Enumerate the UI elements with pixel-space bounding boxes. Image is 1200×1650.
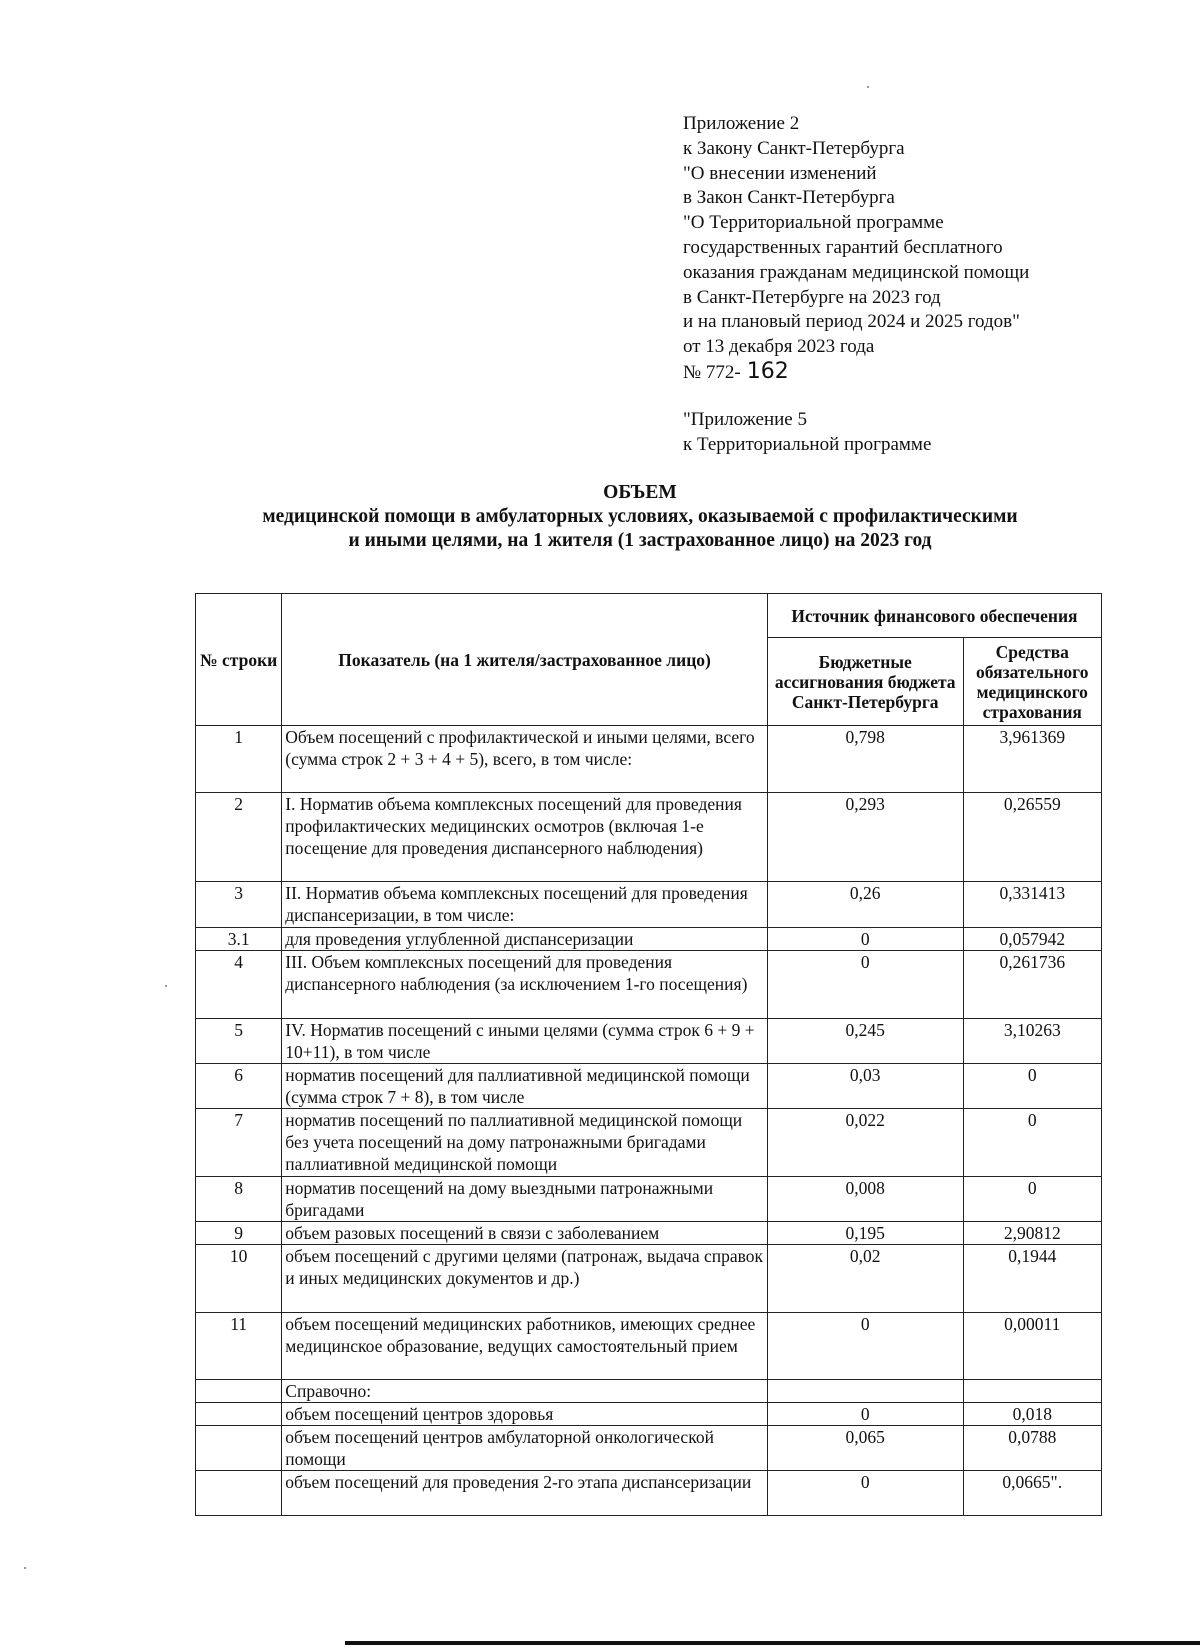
header-oms: Средства обязательного медицинского страхования (963, 638, 1101, 726)
row-number: 6 (196, 1064, 282, 1109)
row-number: 3 (196, 882, 282, 928)
row-number (196, 1426, 282, 1471)
row-oms-value: 0,1944 (963, 1245, 1101, 1313)
row-oms-value (963, 1380, 1101, 1403)
scan-edge-line (345, 1641, 1200, 1645)
header-line: "О внесении изменений (683, 162, 877, 184)
row-budget-value: 0,798 (767, 726, 963, 793)
header-row-number: № строки (196, 594, 282, 726)
row-budget-value: 0,008 (767, 1177, 963, 1222)
document-title (150, 481, 1130, 553)
header-line: Приложение 2 (683, 113, 800, 134)
reference-label: Справочно: (282, 1380, 768, 1403)
row-budget-value: 0,245 (767, 1019, 963, 1064)
row-indicator: объем посещений для проведения 2-го этапа диспансеризации (282, 1471, 768, 1516)
row-oms-value: 0 (963, 1109, 1101, 1177)
row-number (196, 1380, 282, 1403)
row-oms-value: 0,018 (963, 1403, 1101, 1426)
row-budget-value: 0,293 (767, 793, 963, 882)
row-indicator: объем посещений центров амбулаторной онкологической помощи (282, 1426, 768, 1471)
row-oms-value: 0,0788 (963, 1426, 1101, 1471)
row-number: 9 (196, 1222, 282, 1245)
row-oms-value: 0 (963, 1177, 1101, 1222)
row-oms-value: 3,961369 (963, 726, 1101, 793)
row-indicator: объем посещений медицинских работников, имеющих среднее медицинское образование, ведущих самостоятельный прием (282, 1313, 768, 1380)
row-indicator: II. Норматив объема комплексных посещений для проведения диспансеризации, в том числе: (282, 882, 768, 928)
row-oms-value: 0 (963, 1064, 1101, 1109)
scan-speck (867, 86, 869, 88)
row-budget-value: 0 (767, 1403, 963, 1426)
row-indicator: Объем посещений с профилактической и иными целями, всего (сумма строк 2 + 3 + 4 + 5), всего, в том числе: (282, 726, 768, 793)
scan-speck (165, 985, 167, 987)
row-indicator: для проведения углубленной диспансеризации (282, 928, 768, 951)
header-line: к Закону Санкт-Петербурга (683, 137, 905, 159)
row-oms-value: 0,00011 (963, 1313, 1101, 1380)
scan-speck (24, 1567, 26, 1569)
row-indicator: норматив посещений по паллиативной медицинской помощи без учета посещений на дому патронажными бригадами паллиативной медицинской помощи (282, 1109, 768, 1177)
row-number: 1 (196, 726, 282, 793)
row-indicator: I. Норматив объема комплексных посещений для проведения профилактических медицинских осмотров (включая 1-е посещение для проведения диспансерного наблюдения) (282, 793, 768, 882)
row-indicator: объем разовых посещений в связи с заболеванием (282, 1222, 768, 1245)
row-budget-value: 0,26 (767, 882, 963, 928)
annex-line: к Территориальной программе (683, 433, 932, 455)
row-indicator: норматив посещений для паллиативной медицинской помощи (сумма строк 7 + 8), в том числе (282, 1064, 768, 1109)
row-oms-value: 2,90812 (963, 1222, 1101, 1245)
header-line: в Закон Санкт-Петербурга (683, 187, 895, 209)
row-budget-value: 0,02 (767, 1245, 963, 1313)
row-budget-value: 0 (767, 1471, 963, 1516)
row-number: 5 (196, 1019, 282, 1064)
row-budget-value: 0,022 (767, 1109, 963, 1177)
header-funding-source: Источник финансового обеспечения (767, 594, 1101, 638)
row-indicator: объем посещений центров здоровья (282, 1403, 768, 1426)
row-number: 11 (196, 1313, 282, 1380)
law-number-prefix: № 772- (683, 361, 741, 383)
title-line-2: и иными целями, на 1 жителя (1 застрахованное лицо) на 2023 год (348, 530, 932, 551)
row-budget-value: 0 (767, 928, 963, 951)
row-budget-value: 0,195 (767, 1222, 963, 1245)
row-budget-value: 0 (767, 951, 963, 1019)
header-line: оказания гражданам медицинской помощи (683, 261, 1030, 283)
header-line: "О Территориальной программе (683, 212, 944, 234)
header-line: от 13 декабря 2023 года (683, 336, 875, 358)
header-budget: Бюджетные ассигнования бюджета Санкт-Петербурга (767, 638, 963, 726)
row-oms-value: 0,331413 (963, 882, 1101, 928)
row-indicator: III. Объем комплексных посещений для проведения диспансерного наблюдения (за исключением 1-го посещения) (282, 951, 768, 1019)
row-number (196, 1403, 282, 1426)
annex-line: "Приложение 5 (683, 408, 807, 430)
row-budget-value: 0,03 (767, 1064, 963, 1109)
row-number (196, 1471, 282, 1516)
row-oms-value: 0,26559 (963, 793, 1101, 882)
row-number: 2 (196, 793, 282, 882)
row-budget-value: 0 (767, 1313, 963, 1380)
row-oms-value: 0,057942 (963, 928, 1101, 951)
title-main: ОБЪЕМ (603, 482, 677, 503)
header-line: в Санкт-Петербурге на 2023 год (683, 286, 941, 308)
row-number: 10 (196, 1245, 282, 1313)
row-budget-value: 0,065 (767, 1426, 963, 1471)
volume-table (195, 593, 1102, 1516)
appendix-header (683, 112, 1143, 457)
row-number: 3.1 (196, 928, 282, 951)
law-number-handwritten: 162 (746, 358, 789, 384)
title-line-1: медицинской помощи в амбулаторных условиях, оказываемой с профилактическими (262, 506, 1018, 527)
row-oms-value: 0,0665". (963, 1471, 1101, 1516)
row-oms-value: 3,10263 (963, 1019, 1101, 1064)
row-indicator: норматив посещений на дому выездными патронажными бригадами (282, 1177, 768, 1222)
header-indicator: Показатель (на 1 жителя/застрахованное лицо) (282, 594, 768, 726)
header-line: и на плановый период 2024 и 2025 годов" (683, 311, 1020, 333)
row-indicator: IV. Норматив посещений с иными целями (сумма строк 6 + 9 + 10+11), в том числе (282, 1019, 768, 1064)
row-indicator: объем посещений с другими целями (патронаж, выдача справок и иных медицинских документов и др.) (282, 1245, 768, 1313)
row-oms-value: 0,261736 (963, 951, 1101, 1019)
row-number: 7 (196, 1109, 282, 1177)
row-budget-value (767, 1380, 963, 1403)
law-number (683, 360, 1143, 386)
row-number: 4 (196, 951, 282, 1019)
row-number: 8 (196, 1177, 282, 1222)
header-line: государственных гарантий бесплатного (683, 236, 1003, 258)
